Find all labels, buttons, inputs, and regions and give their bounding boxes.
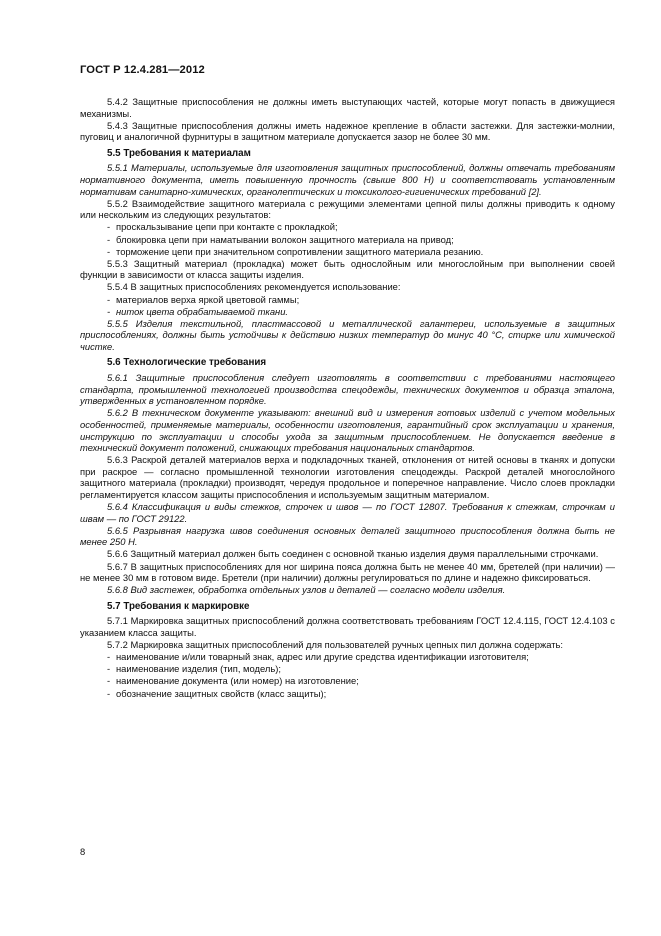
paragraph: 5.7.1 Маркировка защитных приспособлений должна соответствовать требованиям ГОСТ 12.4.115, ГОСТ 12.4.103 с указанием класса защиты. (80, 615, 615, 639)
section-heading: 5.6 Технологические требования (107, 357, 267, 369)
paragraph: 5.5.5 Изделия текстильной, пластмассовой и металлической галантереи, используемые в защитных приспособлениях, должны быть устойчивы к действию низких температур до минус 40 °С, стирке или химической чистке. (80, 317, 615, 352)
list-item: - блокировка цепи при наматывании волокон защитного материала на привод; (107, 234, 615, 246)
list-item: - наименование документа (или номер) на изготовление; (107, 675, 615, 687)
paragraph: 5.4.3 Защитные приспособления должны иметь надежное крепление в области застежки. Для застежки-молнии, пуговиц и аналогичной фурнитуры в защитном материале допускается зазор не более 30 мм. (80, 119, 615, 143)
paragraph: 5.6.4 Классификация и виды стежков, строчек и швов — по ГОСТ 12807. Требования к стежкам, строчкам и швам — по ГОСТ 29122. (80, 501, 615, 524)
section-heading: 5.5 Требования к материалам (107, 147, 251, 159)
section-heading: 5.7 Требования к маркировке (107, 600, 250, 612)
paragraph: 5.7.2 Маркировка защитных приспособлений для пользователей ручных цепных пил должна содержать: (107, 639, 564, 651)
paragraph: 5.6.8 Вид застежек, обработка отдельных узлов и деталей — согласно модели изделия. (107, 584, 506, 596)
paragraph: 5.6.1 Защитные приспособления следует изготовлять в соответствии с требованиями настоящего стандарта, промышленной технологией производства спецодежды, технических документов и образца эталона, утвержденных в установленном порядке. (80, 372, 615, 407)
paragraph: 5.5.2 Взаимодействие защитного материала с режущими элементами цепной пилы должны приводить к одному или нескольким из следующих результатов: (80, 197, 615, 221)
paragraph: 5.6.6 Защитный материал должен быть соединен с основной тканью изделия двумя параллельными строчками. (107, 548, 599, 560)
list-item: - материалов верха яркой цветовой гаммы; (107, 294, 615, 306)
document-header: ГОСТ Р 12.4.281—2012 (80, 64, 205, 76)
document-body (80, 96, 615, 700)
list-item: - наименование изделия (тип, модель); (107, 663, 615, 675)
paragraph: 5.5.4 В защитных приспособлениях рекомендуется использование: (107, 281, 401, 293)
paragraph: 5.5.1 Материалы, используемые для изготовления защитных приспособлений, должны отвечать требованиям нормативного документа, иметь повышенную прочность (свыше 800 Н) и соответствовать установленным нормативам санитарно-химических, органолептических и токсиколого-гигиенических требований [2]. (80, 162, 615, 197)
page-number: 8 (80, 846, 86, 857)
paragraph: 5.6.2 В техническом документе указывают: внешний вид и измерения готовых изделий с учетом модельных особенностей, применяемые материалы, особенности изготовления, гарантийный срок эксплуатации и хранения, инструкцию по эксплуатации и способы ухода за защитным приспособлением. Не допускается введение в технический документ положений, снижающих требования национальных стандартов. (80, 407, 615, 454)
paragraph: 5.4.2 Защитные приспособления не должны иметь выступающих частей, которые могут попасть в движущиеся механизмы. (80, 96, 615, 119)
paragraph: 5.6.3 Раскрой деталей материалов верха и подкладочных тканей, отклонения от нитей основы в тканях и допуски при раскрое — согласно промышленной технологии изготовления спецодежды. Раскрой деталей многослойного защитного материала (прокладки) производят, чередуя продольное и поперечное направление. Число слоев прокладки регламентируется классом защиты приспособления и используемым защитным материалом. (80, 454, 615, 500)
list-item: - торможение цепи при значительном сопротивлении защитного материала резанию. (107, 246, 615, 258)
list-item: - ниток цвета обрабатываемой ткани. (107, 306, 615, 318)
list-item: - проскальзывание цепи при контакте с прокладкой; (107, 221, 615, 233)
paragraph: 5.6.7 В защитных приспособлениях для ног ширина пояса должна быть не менее 40 мм, бретелей (при наличии) — не менее 30 мм в готовом виде. Бретели (при наличии) должны регулироваться по длине и надежно фиксироваться. (80, 560, 615, 584)
paragraph: 5.5.3 Защитный материал (прокладка) может быть однослойным или многослойным при выполнении своей функции в зависимости от класса защиты изделия. (80, 257, 615, 281)
list-item: - наименование и/или товарный знак, адрес или другие средства идентификации изготовителя; (107, 651, 615, 663)
list-item: - обозначение защитных свойств (класс защиты); (107, 688, 615, 700)
paragraph: 5.6.5 Разрывная нагрузка швов соединения основных деталей защитного приспособления должна быть не менее 250 Н. (80, 524, 615, 548)
